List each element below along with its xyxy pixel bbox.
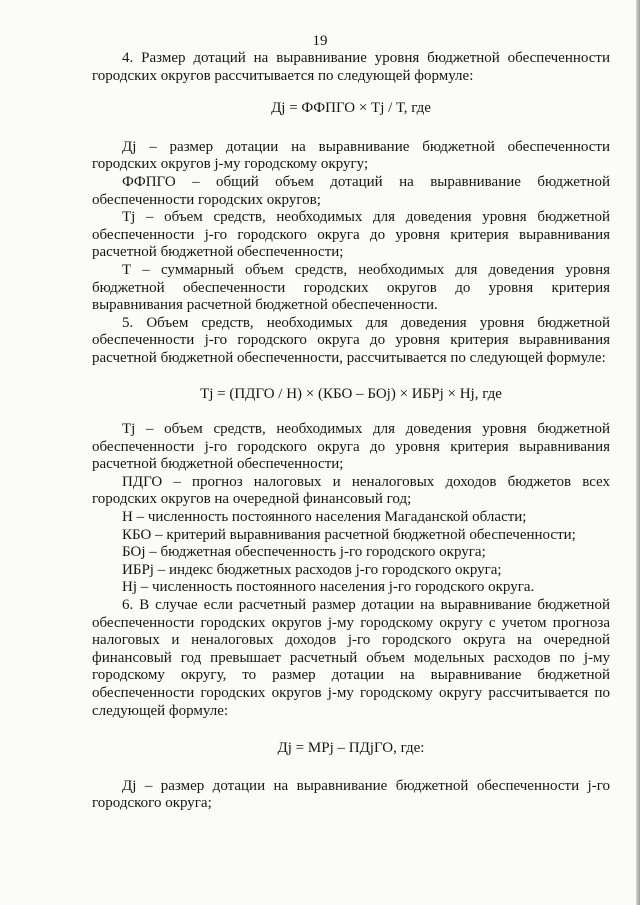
paragraph: 6. В случае если расчетный размер дотации на выравнивание бюджетной обеспеченности городских округов j-му городскому округу с учетом прогноза налоговых и неналоговых доходов j-го городского округа на очередной финансовый год превышает расчетный объем модельных расходов по j-му городскому округу, то размер дотации на выравнивание бюджетной обеспеченности городских округов j-му городскому округу рассчитывается по следующей формуле:: [92, 597, 610, 719]
document-body: [92, 50, 610, 813]
paragraph: Тj – объем средств, необходимых для доведения уровня бюджетной обеспеченности j-го городского округа до уровня критерия выравнивания расчетной бюджетной обеспеченности;: [92, 209, 610, 261]
scan-edge-shadow: [636, 0, 640, 905]
paragraph: Т – суммарный объем средств, необходимых для доведения уровня бюджетной обеспеченности городских округов до уровня критерия выравнивания расчетной бюджетной обеспеченности.: [92, 261, 610, 314]
paragraph: Дj – размер дотации на выравнивание бюджетной обеспеченности j-го городского округа;: [92, 777, 610, 812]
formula: Дj = ФФПГО × Тj / Т, где: [271, 100, 431, 117]
formula: Тj = (ПДГО / Н) × (КБО – БОj) × ИБРj × Нj, где: [200, 385, 502, 402]
paragraph: 4. Размер дотаций на выравнивание уровня бюджетной обеспеченности городских округов рассчитывается по следующей формуле:: [92, 50, 610, 84]
paragraph: ИБРj – индекс бюджетных расходов j-го городского округа;: [122, 561, 502, 578]
paragraph: Нj – численность постоянного населения j-го городского округа.: [122, 579, 535, 596]
formula: Дj = МРj – ПДjГО, где:: [277, 740, 425, 757]
paragraph: 5. Объем средств, необходимых для доведения уровня бюджетной обеспеченности j-го городского округа до уровня критерия выравнивания расчетной бюджетной обеспеченности, рассчитывается по следующей формуле:: [92, 314, 610, 366]
paragraph: КБО – критерий выравнивания расчетной бюджетной обеспеченности;: [122, 526, 576, 543]
page-number: 19: [312, 33, 328, 49]
paragraph: Тj – объем средств, необходимых для доведения уровня бюджетной обеспеченности j-го городского округа до уровня критерия выравнивания расчетной бюджетной обеспеченности;: [92, 421, 610, 473]
paragraph: БОj – бюджетная обеспеченность j-го городского округа;: [122, 544, 486, 561]
paragraph: ФФПГО – общий объем дотаций на выравнивание бюджетной обеспеченности городских округов;: [92, 173, 610, 208]
paragraph: Дj – размер дотации на выравнивание бюджетной обеспеченности городских округов j-му городскому округу;: [92, 138, 610, 173]
paragraph: Н – численность постоянного населения Магаданской области;: [122, 509, 527, 526]
paragraph: ПДГО – прогноз налоговых и неналоговых доходов бюджетов всех городских округов на очередной финансовый год;: [92, 473, 610, 508]
